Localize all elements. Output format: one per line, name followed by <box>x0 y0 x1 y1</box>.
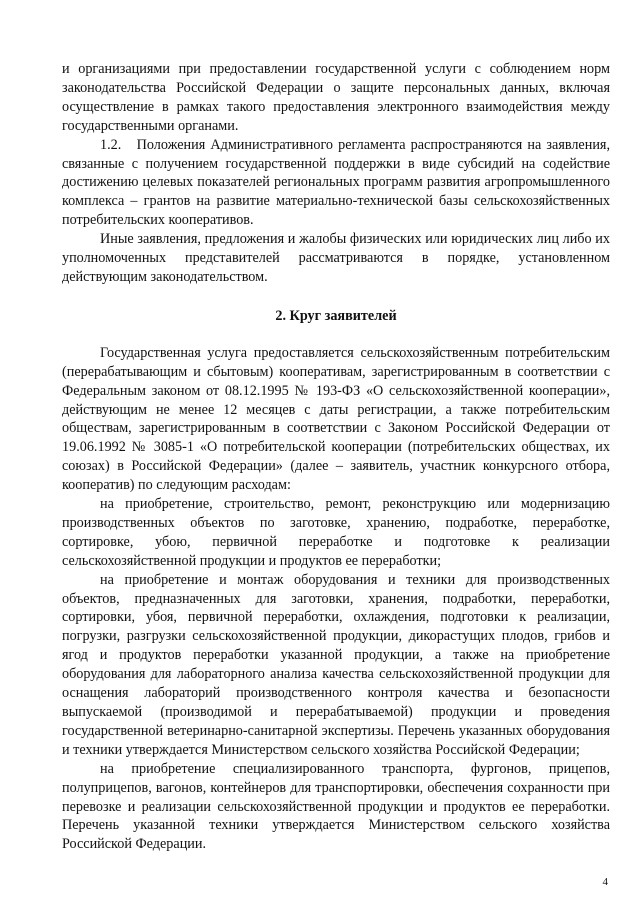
paragraph-other-applications: Иные заявления, предложения и жалобы физических или юридических лиц либо их уполномоченных представителей рассматриваются в порядке, установленном действующим законодательством. <box>62 231 610 285</box>
paragraph-expense-equipment: на приобретение и монтаж оборудования и техники для производственных объектов, предназначенных для заготовки, хранения, подработки, переработки, сортировки, убоя, первичной переработки, охлаждения, подготовки к реализации, погрузки, разгрузки сельскохозяйственной продукции, дикорастущих плодов, грибов и ягод и продуктов переработки указанной продукции, а также на приобретение оборудования для лабораторного анализа качества сельскохозяйственной продукции для оснащения лабораторий производственного контроля качества и безопасности выпускаемой (производимой и перерабатываемой) продукции и проведения государственной ветеринарно-санитарной экспертизы. Перечень указанных оборудования и техники утверждается Министерством сельского хозяйства Российской Федерации; <box>62 571 610 758</box>
document-page <box>62 60 610 854</box>
section-heading: 2. Круг заявителей <box>275 307 397 324</box>
paragraph-1-2: 1.2. Положения Административного регламента распространяются на заявления, связанные с получением государственной поддержки в виде субсидий на содействие достижению целевых показателей региональных программ развития агропромышленного комплекса – грантов на развитие материально-технической базы сельскохозяйственных потребительских кооперативов. <box>62 136 610 229</box>
paragraph-expense-construction: на приобретение, строительство, ремонт, реконструкцию или модернизацию производственных объектов по заготовке, хранению, подработке, переработке, сортировке, убою, первичной переработке и подготовке к реализации сельскохозяйственной продукции и продуктов ее переработки; <box>62 496 610 569</box>
page-number: 4 <box>602 876 608 888</box>
paragraph-expense-transport: на приобретение специализированного транспорта, фургонов, прицепов, полуприцепов, вагонов, контейнеров для транспортировки, обеспечения сохранности при перевозке и реализации сельскохозяйственной продукции и продуктов ее переработки. Перечень указанной техники утверждается Министерством сельского хозяйства Российской Федерации. <box>62 760 610 853</box>
paragraph-applicants: Государственная услуга предоставляется сельскохозяйственным потребительским (перерабатывающим и сбытовым) кооперативам, зарегистрированным в соответствии с Федеральным законом от 08.12.1995 № 193-ФЗ «О сельскохозяйственной кооперации», действующим не менее 12 месяцев с даты регистрации, а также потребительским обществам, зарегистрированным в соответствии с Законом Российской Федерации от 19.06.1992 № 3085-1 «О потребительской кооперации (потребительских обществах, их союзах) в Российской Федерации» (далее – заявитель, участник конкурсного отбора, кооператив) по следующим расходам: <box>62 344 610 494</box>
paragraph-personal-data: и организациями при предоставлении государственной услуги с соблюдением норм законодательства Российской Федерации о защите персональных данных, включая осуществление в рамках такого предоставления электронного взаимодействия между государственными органами. <box>62 61 610 134</box>
